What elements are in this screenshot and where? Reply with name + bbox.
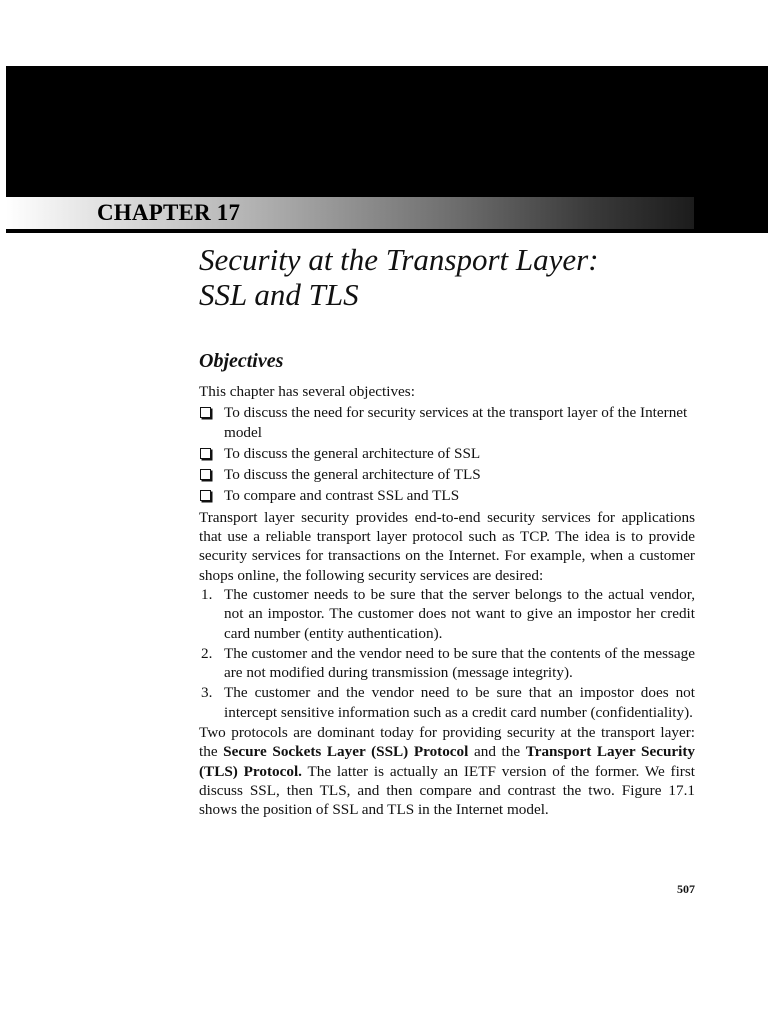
closing-text-3: The latter is actually an IETF version of the former. We first discuss SSL, then TLS, and then compare and contrast the two. Figure 17.1 shows the position of SSL and TLS in the Internet model. <box>199 762 695 819</box>
checkbox-bullet-icon <box>200 448 211 459</box>
checkbox-bullet-icon <box>200 407 211 418</box>
objective-text: To discuss the general architecture of TLS <box>224 466 481 484</box>
checkbox-bullet-icon <box>200 469 211 480</box>
chapter-title-line-2: SSL and TLS <box>199 277 359 312</box>
tls-protocol-term: Transport Layer Security (TLS) Protocol. <box>199 743 695 780</box>
numbered-item <box>199 683 695 722</box>
item-number: 1. <box>201 585 213 603</box>
objective-text: To discuss the need for security services at the transport layer of the Internet model <box>224 404 688 441</box>
body-content <box>199 382 695 820</box>
closing-text-1: Two protocols are dominant today for providing security at the transport layer: the <box>199 724 695 761</box>
item-number: 2. <box>201 644 213 662</box>
objective-item <box>199 444 695 463</box>
chapter-label: CHAPTER 17 <box>97 200 241 225</box>
chapter-title <box>199 242 699 312</box>
objectives-heading: Objectives <box>199 350 284 372</box>
objective-item <box>199 465 695 484</box>
numbered-item <box>199 644 695 683</box>
item-text: The customer and the vendor need to be sure that an impostor does not intercept sensitive information such as a credit card number (confidentiality). <box>224 684 695 721</box>
objectives-intro: This chapter has several objectives: <box>199 383 415 400</box>
objective-item <box>199 486 695 505</box>
checkbox-bullet-icon <box>200 490 211 501</box>
security-services-list <box>199 585 695 722</box>
ssl-protocol-term: Secure Sockets Layer (SSL) Protocol <box>223 743 469 761</box>
item-text: The customer and the vendor need to be sure that the contents of the message are not modified during transmission (message integrity). <box>224 644 695 682</box>
objective-item <box>199 403 695 442</box>
item-text: The customer needs to be sure that the server belongs to the actual vendor, not an impostor. The customer does not want to give an impostor her credit card number (entity authentication). <box>224 585 695 642</box>
header-rule <box>6 230 768 233</box>
item-number: 3. <box>201 684 213 702</box>
page-number: 507 <box>677 882 695 896</box>
intro-paragraph: Transport layer security provides end-to-end security services for applications that use a reliable transport layer protocol such as TCP. The idea is to provide security services for transactions on the Internet. For example, when a customer shops online, the following security services are desired: <box>199 508 695 584</box>
objective-text: To compare and contrast SSL and TLS <box>224 487 460 505</box>
closing-text-2: and the <box>468 743 526 761</box>
objectives-list <box>199 403 695 505</box>
chapter-title-line-1: Security at the Transport Layer: <box>199 242 599 277</box>
numbered-item <box>199 585 695 643</box>
objective-text: To discuss the general architecture of SSL <box>224 444 481 462</box>
closing-paragraph <box>199 723 695 819</box>
